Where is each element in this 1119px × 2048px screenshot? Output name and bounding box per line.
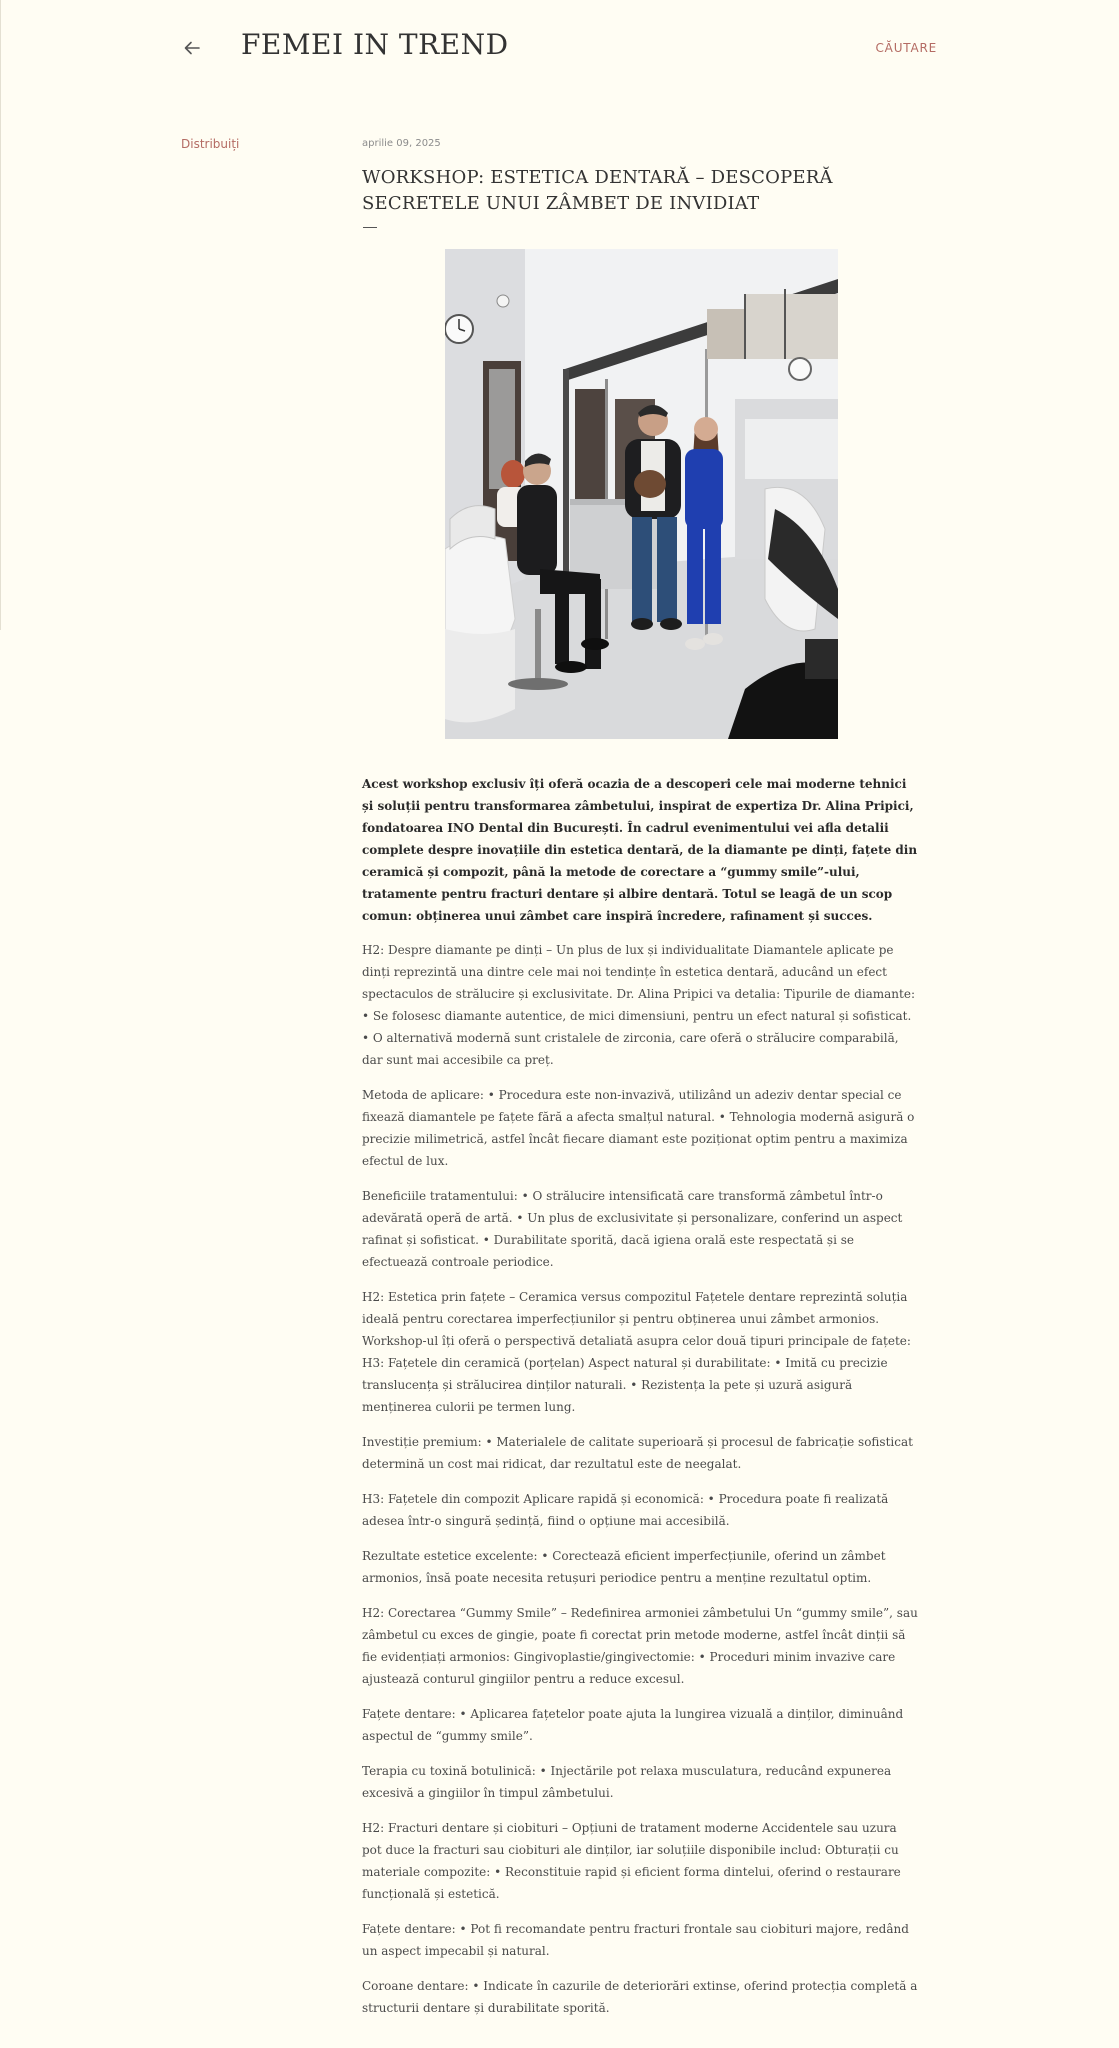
site-title[interactable]: FEMEI IN TREND (241, 28, 509, 61)
post-date: aprilie 09, 2025 (362, 138, 441, 149)
post-paragraph: H2: Despre diamante pe dinți – Un plus de lux și individualitate Diamantele aplicate pe dinți reprezintă una dintre cele mai noi tendințe în estetica dentară, aducând un efect spectaculos de strălucire și exclusivitate. Dr. Alina Pripici va detalia: Tipurile de diamante: • Se folosesc diamante autentice, de mici dimensiuni, pentru un efect natural și sofisticat. • O alternativă modernă sunt cristalele de zirconia, care oferă o strălucire comparabilă, dar sunt mai accesibile ca preț. (362, 943, 916, 1067)
post-title: WORKSHOP: ESTETICA DENTARĂ – DESCOPERĂ SECRETELE UNUI ZÂMBET DE INVIDIAT (362, 167, 833, 214)
post-paragraph: H2: Corectarea “Gummy Smile” – Redefinirea armoniei zâmbetului Un “gummy smile”, sau zâmbetul cu exces de gingie, poate fi corectat prin metode moderne, astfel încât dinții să fie evidențiați armonios: Gingivoplastie/gingivectomie: • Proceduri minim invazive care ajustează conturul gingiilor pentru a reduce excesul. (362, 1606, 918, 1686)
post-paragraph: Rezultate estetice excelente: • Corectează eficient imperfecțiunile, oferind un zâmbet armonios, însă poate necesita retușuri periodice pentru a menține rezultatul optim. (362, 1549, 886, 1585)
post-body (362, 773, 920, 2032)
post-paragraph: Investiție premium: • Materialele de calitate superioară și procesul de fabricație sofisticat determină un cost mai ridicat, dar rezultatul este de neegalat. (362, 1435, 913, 1471)
arrow-left-icon[interactable] (180, 36, 204, 60)
post-paragraph: Fațete dentare: • Aplicarea fațetelor poate ajuta la lungirea vizuală a dinților, diminuând aspectul de “gummy smile”. (362, 1707, 904, 1743)
post-paragraph: Fațete dentare: • Pot fi recomandate pentru fracturi frontale sau ciobituri majore, redând un aspect impecabil și natural. (362, 1922, 909, 1958)
post-paragraph: H2: Estetica prin fațete – Ceramica versus compozitul Fațetele dentare reprezintă soluția ideală pentru corectarea imperfecțiunilor și pentru obținerea unui zâmbet armonios. Workshop-ul îți oferă o perspectivă detaliată asupra celor două tipuri principale de fațete: H3: Fațetele din ceramică (porțelan) Aspect natural și durabilitate: • Imită cu precizie translucența și strălucirea dinților naturali. • Rezistența la pete și uzură asigură menținerea culorii pe termen lung. (362, 1290, 911, 1414)
post-intro: Acest workshop exclusiv îți oferă ocazia de a descoperi cele mai moderne tehnici și soluții pentru transformarea zâmbetului, inspirat de expertiza Dr. Alina Pripici, fondatoarea INO Dental din București. În cadrul evenimentului vei afla detalii complete despre inovațiile din estetica dentară, de la diamante pe dinți, fațete din ceramică și compozit, până la metode de corectare a “gummy smile”-ului, tratamente pentru fracturi dentare și albire dentară. Totul se leagă de un scop comun: obținerea unui zâmbet care inspiră încredere, rafinament și succes. (362, 777, 918, 923)
post-paragraph: Terapia cu toxină botulinică: • Injectările pot relaxa musculatura, reducând expunerea excesivă a gingiilor în timpul zâmbetului. (362, 1764, 892, 1800)
post-image[interactable] (445, 249, 838, 739)
post-article (362, 137, 920, 2015)
dental-clinic-photo (445, 249, 838, 739)
site-header (0, 0, 1119, 100)
share-button[interactable]: Distribuiți (181, 137, 240, 151)
search-button[interactable]: CĂUTARE (875, 41, 937, 55)
post-paragraph: H2: Fracturi dentare și ciobituri – Opțiuni de tratament moderne Accidentele sau uzura pot duce la fracturi sau ciobituri ale dinților, iar soluțiile disponibile includ: Obturații cu materiale compozite: • Reconstituie rapid și eficient forma dintelui, oferind o restaurare funcțională și estetică. (362, 1821, 901, 1901)
post-paragraph: Beneficiile tratamentului: • O strălucire intensificată care transformă zâmbetul într-o adevărată operă de artă. • Un plus de exclusivitate și personalizare, conferind un aspect rafinat și sofisticat. • Durabilitate sporită, dacă igiena orală este respectată și se efectuează controale periodice. (362, 1189, 903, 1269)
title-divider (363, 227, 377, 228)
post-paragraph: Metoda de aplicare: • Procedura este non-invazivă, utilizând un adeziv dentar special ce fixează diamantele pe fațete fără a afecta smalțul natural. • Tehnologia modernă asigură o precizie milimetrică, astfel încât fiecare diamant este poziționat optim pentru a maximiza efectul de lux. (362, 1088, 915, 1168)
post-paragraph: H3: Fațetele din compozit Aplicare rapidă și economică: • Procedura poate fi realizată adesea într-o singură ședință, fiind o opțiune mai accesibilă. (362, 1492, 889, 1528)
post-paragraph: Coroane dentare: • Indicate în cazurile de deteriorări extinse, oferind protecția completă a structurii dentare și durabilitate sporită. (362, 1979, 918, 2015)
